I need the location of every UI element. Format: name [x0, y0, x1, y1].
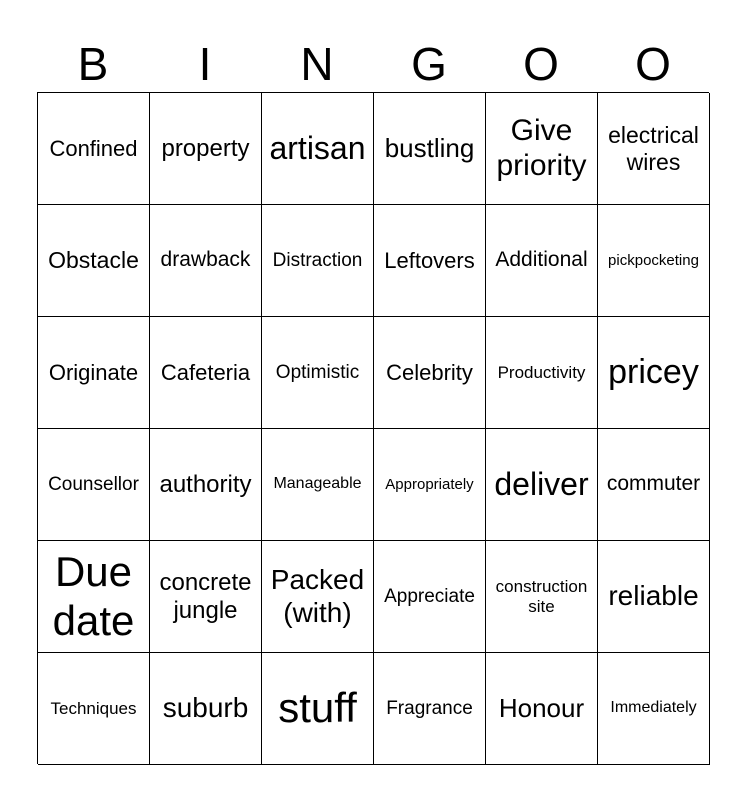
bingo-cell[interactable] [598, 317, 710, 429]
cell-word: Give priority [496, 114, 587, 182]
bingo-header [37, 36, 709, 92]
bingo-cell[interactable] [486, 541, 598, 653]
cell-word: Celebrity [386, 359, 473, 385]
header-letter-o: O [523, 38, 559, 90]
cell-word: Obstacle [48, 247, 139, 274]
bingo-cell[interactable] [374, 653, 486, 765]
cell-word: Additional [495, 248, 588, 272]
bingo-cell[interactable] [374, 205, 486, 317]
cell-word: Due date [52, 548, 135, 644]
bingo-cell[interactable] [150, 93, 262, 205]
bingo-cell[interactable] [150, 317, 262, 429]
cell-word: reliable [608, 580, 699, 612]
header-letter-i: I [198, 38, 212, 90]
cell-word: deliver [494, 466, 589, 503]
cell-word: artisan [269, 130, 366, 167]
bingo-cell[interactable] [486, 653, 598, 765]
cell-word: Appropriately [385, 475, 474, 493]
cell-word: Distraction [272, 249, 363, 271]
bingo-cell[interactable] [38, 317, 150, 429]
bingo-cell[interactable] [38, 93, 150, 205]
header-letter-b: B [77, 38, 109, 90]
cell-word: Manageable [273, 475, 362, 493]
bingo-cell[interactable] [150, 653, 262, 765]
bingo-cell[interactable] [150, 429, 262, 541]
cell-word: Immediately [610, 699, 697, 717]
cell-word: electrical wires [608, 122, 699, 175]
bingo-cell[interactable] [38, 205, 150, 317]
cell-word: bustling [384, 132, 475, 163]
bingo-cell[interactable] [150, 205, 262, 317]
cell-word: Originate [48, 359, 139, 385]
bingo-cell[interactable] [486, 205, 598, 317]
bingo-cell[interactable] [38, 653, 150, 765]
cell-word: pickpocketing [608, 251, 699, 269]
cell-word: Techniques [50, 698, 137, 718]
cell-word: stuff [278, 684, 357, 732]
cell-word: authority [159, 470, 252, 498]
bingo-cell[interactable] [262, 429, 374, 541]
cell-word: concrete jungle [159, 568, 252, 624]
bingo-cell[interactable] [262, 317, 374, 429]
bingo-cell[interactable] [262, 541, 374, 653]
cell-word: Counsellor [48, 473, 139, 495]
cell-word: Fragrance [386, 697, 473, 719]
bingo-cell[interactable] [262, 653, 374, 765]
bingo-cell[interactable] [374, 541, 486, 653]
cell-word: construction site [495, 576, 588, 616]
bingo-cell[interactable] [374, 317, 486, 429]
cell-word: suburb [162, 692, 249, 724]
bingo-cell[interactable] [598, 653, 710, 765]
header-letter-n: N [300, 38, 334, 90]
bingo-board [37, 92, 709, 764]
cell-word: Confined [49, 135, 138, 161]
bingo-cell[interactable] [486, 93, 598, 205]
bingo-cell[interactable] [486, 317, 598, 429]
cell-word: Appreciate [384, 585, 475, 607]
bingo-cell[interactable] [486, 429, 598, 541]
bingo-cell[interactable] [38, 541, 150, 653]
bingo-cell[interactable] [262, 93, 374, 205]
cell-word: property [161, 134, 250, 162]
cell-word: Cafeteria [160, 359, 251, 385]
cell-word: Productivity [497, 362, 586, 382]
cell-word: Optimistic [275, 361, 360, 383]
cell-word: Leftovers [384, 247, 475, 273]
bingo-cell[interactable] [374, 93, 486, 205]
bingo-cell[interactable] [262, 205, 374, 317]
bingo-cell[interactable] [150, 541, 262, 653]
bingo-cell[interactable] [38, 429, 150, 541]
bingo-cell[interactable] [598, 541, 710, 653]
bingo-cell[interactable] [598, 205, 710, 317]
bingo-cell[interactable] [598, 93, 710, 205]
cell-word: Honour [498, 692, 585, 723]
bingo-cell[interactable] [598, 429, 710, 541]
cell-word: pricey [608, 352, 699, 391]
cell-word: drawback [160, 248, 251, 272]
header-letter-g: G [411, 38, 447, 90]
cell-word: Packed (with) [270, 564, 365, 628]
cell-word: commuter [606, 472, 701, 496]
header-letter-o-2: O [635, 38, 671, 90]
bingo-cell[interactable] [374, 429, 486, 541]
